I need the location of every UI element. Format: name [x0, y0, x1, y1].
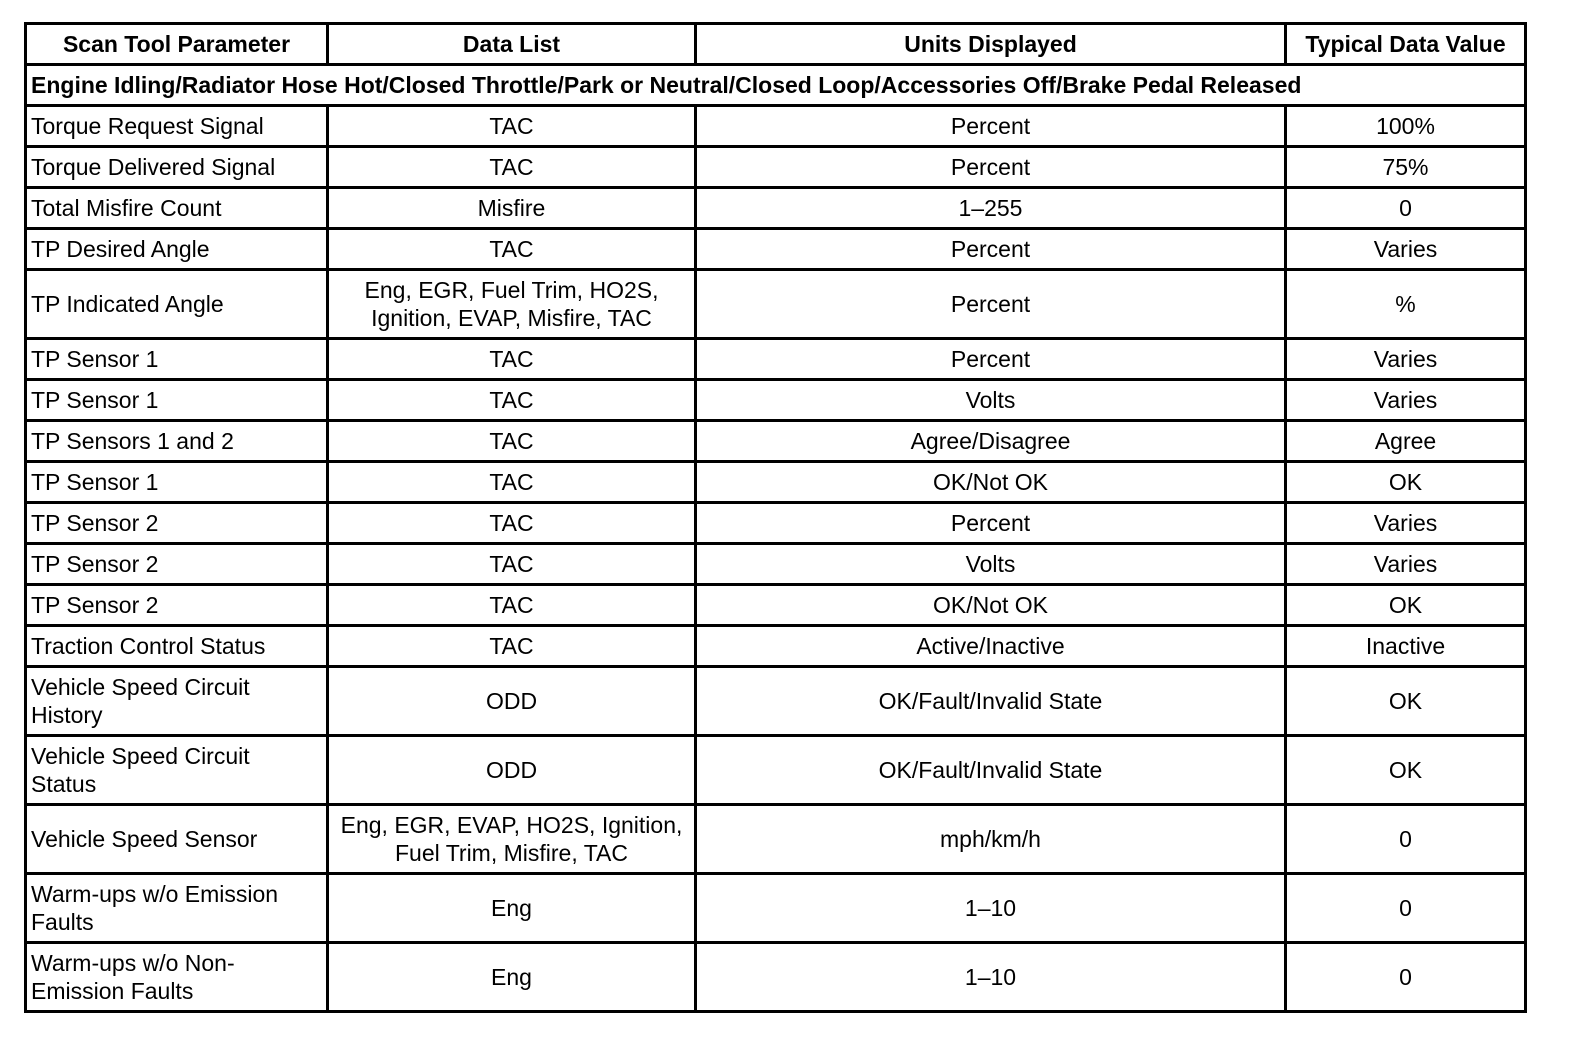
cell-typical-data-value: OK	[1286, 585, 1526, 626]
cell-units-displayed: OK/Fault/Invalid State	[696, 667, 1286, 736]
cell-scan-tool-parameter: Vehicle Speed Circuit Status	[26, 736, 328, 805]
cell-data-list: Eng, EGR, EVAP, HO2S, Ignition, Fuel Trim, Misfire, TAC	[328, 805, 696, 874]
cell-scan-tool-parameter: TP Sensor 1	[26, 380, 328, 421]
table-row	[26, 147, 1526, 188]
cell-data-list: TAC	[328, 626, 696, 667]
cell-data-list: TAC	[328, 544, 696, 585]
cell-data-list: Eng	[328, 874, 696, 943]
cell-scan-tool-parameter: TP Sensor 2	[26, 544, 328, 585]
cell-units-displayed: 1–10	[696, 874, 1286, 943]
cell-scan-tool-parameter: TP Desired Angle	[26, 229, 328, 270]
cell-typical-data-value: 75%	[1286, 147, 1526, 188]
table-row	[26, 805, 1526, 874]
section-row	[26, 65, 1526, 106]
cell-typical-data-value: OK	[1286, 667, 1526, 736]
table-row	[26, 270, 1526, 339]
header-typical-data-value: Typical Data Value	[1286, 24, 1526, 65]
cell-data-list: TAC	[328, 421, 696, 462]
cell-typical-data-value: OK	[1286, 736, 1526, 805]
cell-typical-data-value: 0	[1286, 874, 1526, 943]
cell-data-list: Eng	[328, 943, 696, 1012]
cell-scan-tool-parameter: TP Sensors 1 and 2	[26, 421, 328, 462]
cell-units-displayed: mph/km/h	[696, 805, 1286, 874]
cell-typical-data-value: Varies	[1286, 380, 1526, 421]
cell-typical-data-value: 0	[1286, 805, 1526, 874]
cell-data-list: TAC	[328, 339, 696, 380]
cell-scan-tool-parameter: TP Sensor 1	[26, 462, 328, 503]
table-row	[26, 667, 1526, 736]
cell-units-displayed: Percent	[696, 503, 1286, 544]
cell-scan-tool-parameter: Torque Delivered Signal	[26, 147, 328, 188]
header-units-displayed: Units Displayed	[696, 24, 1286, 65]
cell-scan-tool-parameter: TP Sensor 2	[26, 503, 328, 544]
cell-data-list: TAC	[328, 147, 696, 188]
cell-typical-data-value: 100%	[1286, 106, 1526, 147]
table-row	[26, 106, 1526, 147]
header-data-list: Data List	[328, 24, 696, 65]
cell-data-list: TAC	[328, 503, 696, 544]
cell-scan-tool-parameter: Traction Control Status	[26, 626, 328, 667]
cell-typical-data-value: Varies	[1286, 503, 1526, 544]
cell-data-list: Eng, EGR, Fuel Trim, HO2S, Ignition, EVAP, Misfire, TAC	[328, 270, 696, 339]
table-row	[26, 626, 1526, 667]
header-scan-tool-parameter: Scan Tool Parameter	[26, 24, 328, 65]
cell-data-list: Misfire	[328, 188, 696, 229]
cell-scan-tool-parameter: Vehicle Speed Sensor	[26, 805, 328, 874]
cell-data-list: TAC	[328, 229, 696, 270]
cell-units-displayed: 1–10	[696, 943, 1286, 1012]
cell-typical-data-value: Varies	[1286, 544, 1526, 585]
cell-units-displayed: OK/Not OK	[696, 462, 1286, 503]
cell-units-displayed: OK/Fault/Invalid State	[696, 736, 1286, 805]
cell-typical-data-value: 0	[1286, 943, 1526, 1012]
cell-scan-tool-parameter: Warm-ups w/o Emission Faults	[26, 874, 328, 943]
table-row	[26, 462, 1526, 503]
cell-data-list: TAC	[328, 106, 696, 147]
table-row	[26, 736, 1526, 805]
cell-data-list: TAC	[328, 585, 696, 626]
cell-scan-tool-parameter: TP Sensor 2	[26, 585, 328, 626]
cell-data-list: TAC	[328, 380, 696, 421]
cell-units-displayed: Percent	[696, 270, 1286, 339]
cell-scan-tool-parameter: Vehicle Speed Circuit History	[26, 667, 328, 736]
cell-data-list: TAC	[328, 462, 696, 503]
cell-typical-data-value: Inactive	[1286, 626, 1526, 667]
cell-typical-data-value: %	[1286, 270, 1526, 339]
cell-scan-tool-parameter: TP Indicated Angle	[26, 270, 328, 339]
scan-tool-data-table	[24, 22, 1527, 1013]
cell-scan-tool-parameter: Warm-ups w/o Non-Emission Faults	[26, 943, 328, 1012]
cell-units-displayed: Percent	[696, 106, 1286, 147]
cell-units-displayed: Percent	[696, 229, 1286, 270]
table-row	[26, 339, 1526, 380]
section-title: Engine Idling/Radiator Hose Hot/Closed Throttle/Park or Neutral/Closed Loop/Accessories Off/Brake Pedal Released	[26, 65, 1526, 106]
cell-units-displayed: Volts	[696, 544, 1286, 585]
cell-data-list: ODD	[328, 736, 696, 805]
table-row	[26, 874, 1526, 943]
table-row	[26, 585, 1526, 626]
table-row	[26, 503, 1526, 544]
cell-units-displayed: 1–255	[696, 188, 1286, 229]
cell-units-displayed: Percent	[696, 147, 1286, 188]
cell-data-list: ODD	[328, 667, 696, 736]
table-row	[26, 421, 1526, 462]
cell-typical-data-value: Agree	[1286, 421, 1526, 462]
table-row	[26, 943, 1526, 1012]
cell-typical-data-value: 0	[1286, 188, 1526, 229]
cell-units-displayed: Volts	[696, 380, 1286, 421]
cell-units-displayed: Active/Inactive	[696, 626, 1286, 667]
cell-typical-data-value: Varies	[1286, 339, 1526, 380]
header-row	[26, 24, 1526, 65]
cell-scan-tool-parameter: Total Misfire Count	[26, 188, 328, 229]
table-row	[26, 544, 1526, 585]
cell-typical-data-value: Varies	[1286, 229, 1526, 270]
cell-units-displayed: Agree/Disagree	[696, 421, 1286, 462]
cell-units-displayed: OK/Not OK	[696, 585, 1286, 626]
cell-scan-tool-parameter: TP Sensor 1	[26, 339, 328, 380]
table-row	[26, 380, 1526, 421]
cell-typical-data-value: OK	[1286, 462, 1526, 503]
table-row	[26, 229, 1526, 270]
cell-scan-tool-parameter: Torque Request Signal	[26, 106, 328, 147]
cell-units-displayed: Percent	[696, 339, 1286, 380]
table-row	[26, 188, 1526, 229]
